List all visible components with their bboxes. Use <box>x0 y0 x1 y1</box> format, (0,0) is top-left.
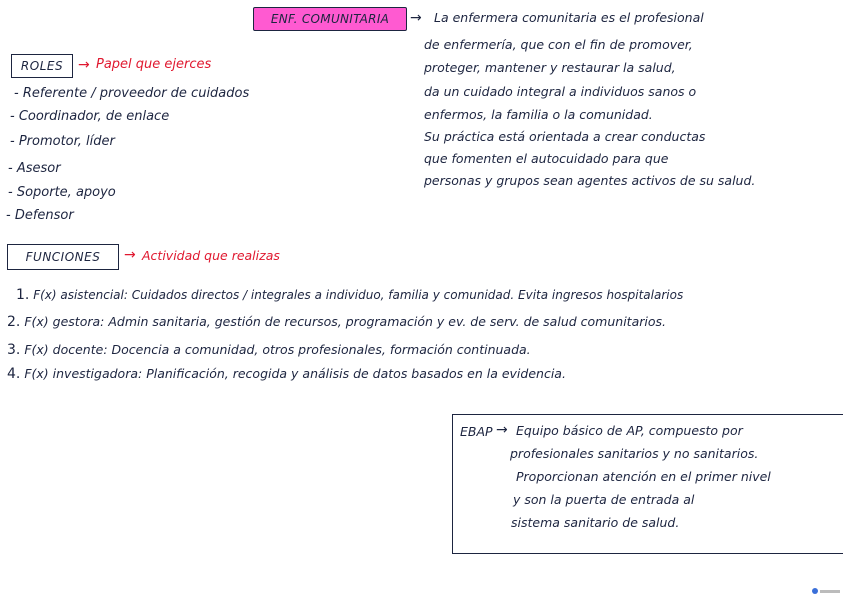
scanner-logo-icon <box>812 586 842 596</box>
definition-line: que fomenten el autocuidado para que <box>424 151 669 166</box>
title-label: ENF. COMUNITARIA <box>270 12 390 26</box>
definition-line: La enfermera comunitaria es el profesional <box>434 10 704 25</box>
item-text: F(x) investigadora: Planificación, recogida y análisis de datos basados en la evidencia. <box>24 366 566 381</box>
ebap-label: EBAP <box>460 424 493 439</box>
roles-heading <box>11 54 73 78</box>
definition-line: proteger, mantener y restaurar la salud, <box>424 60 676 75</box>
ebap-line: y son la puerta de entrada al <box>513 492 695 507</box>
funciones-note: Actividad que realizas <box>142 248 280 263</box>
list-item: - Coordinador, de enlace <box>10 109 170 124</box>
ebap-line: profesionales sanitarios y no sanitarios. <box>510 446 759 461</box>
item-text: F(x) docente: Docencia a comunidad, otros profesionales, formación continuada. <box>24 342 531 357</box>
ebap-line: Equipo básico de AP, compuesto por <box>516 423 743 438</box>
item-text: F(x) gestora: Admin sanitaria, gestión de recursos, programación y ev. de serv. de salud comunitarios. <box>24 314 666 329</box>
ebap-line: sistema sanitario de salud. <box>511 515 680 530</box>
title-box <box>253 7 407 31</box>
list-item: - Soporte, apoyo <box>8 185 116 200</box>
item-number: 2. <box>7 314 21 330</box>
item-number: 1. <box>16 287 30 303</box>
list-item: - Promotor, líder <box>10 134 115 149</box>
ebap-arrow-icon: → <box>496 422 508 438</box>
list-item: - Defensor <box>6 208 74 223</box>
list-item <box>7 342 531 358</box>
funciones-heading <box>7 244 119 270</box>
title-arrow-icon: → <box>410 10 422 26</box>
list-item <box>7 314 666 330</box>
item-number: 4. <box>7 366 21 382</box>
funciones-label: FUNCIONES <box>25 250 101 264</box>
roles-label: ROLES <box>20 59 64 73</box>
roles-arrow-icon: → <box>78 57 90 73</box>
definition-line: personas y grupos sean agentes activos de su salud. <box>424 173 756 188</box>
ebap-line: Proporcionan atención en el primer nivel <box>516 469 771 484</box>
list-item: - Asesor <box>8 161 61 176</box>
list-item <box>7 366 566 382</box>
list-item: - Referente / proveedor de cuidados <box>14 86 250 101</box>
funciones-arrow-icon: → <box>124 247 136 263</box>
item-text: F(x) asistencial: Cuidados directos / integrales a individuo, familia y comunidad. Evita ingresos hospitalarios <box>33 288 684 302</box>
item-number: 3. <box>7 342 21 358</box>
definition-line: de enfermería, que con el fin de promover, <box>424 37 693 52</box>
definition-line: da un cuidado integral a individuos sanos o <box>424 84 697 99</box>
definition-line: enfermos, la familia o la comunidad. <box>424 107 653 122</box>
roles-note: Papel que ejerces <box>96 57 212 72</box>
definition-line: Su práctica está orientada a crear conductas <box>424 129 706 144</box>
list-item <box>16 287 683 303</box>
